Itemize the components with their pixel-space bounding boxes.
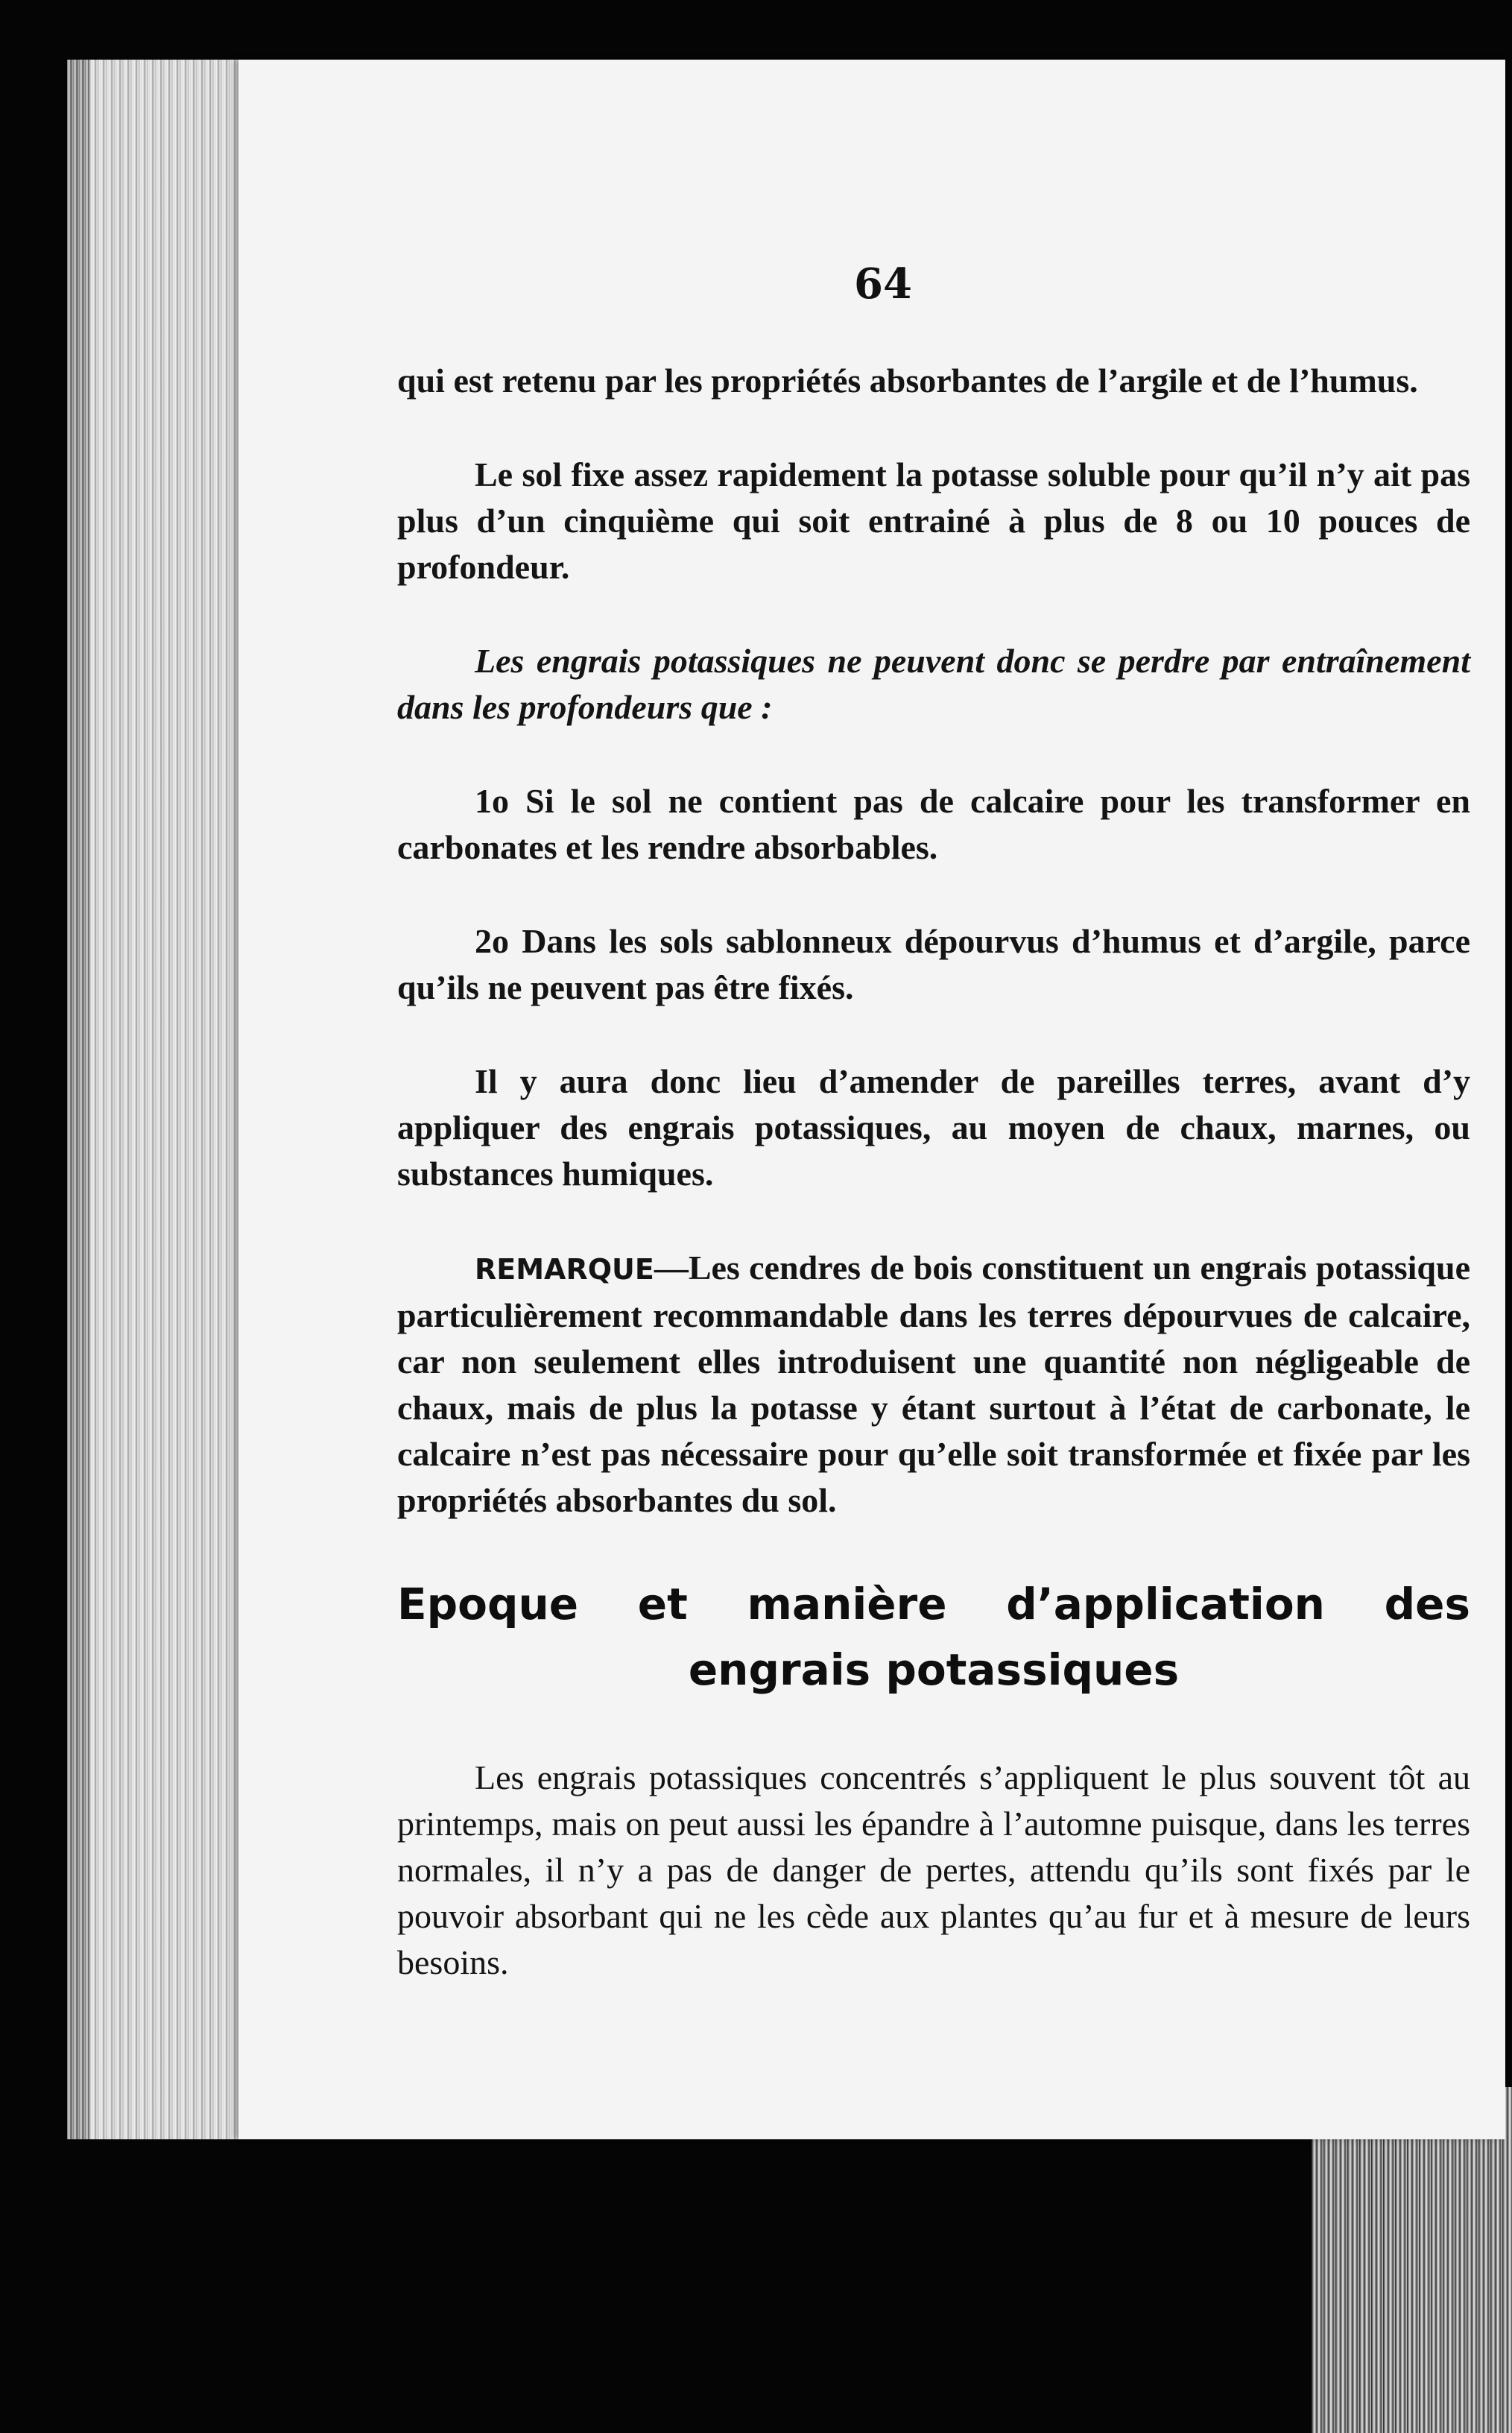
remark-text: —Les cendres de bois constituent un engrais potassique particulièrement recommandable dans les terres dépourvues de calcaire, car non seulement elles introduisent une quantité non négligeable de chaux, mais de plus la potasse y étant surtout à l’état de carbonate, le calcaire n’est pas nécessaire pour qu’elle soit transformée et fixée par les propriétés absorbantes du sol.: [397, 1249, 1470, 1519]
heading-word-2: et: [637, 1579, 688, 1629]
paragraph-amendment: Il y aura donc lieu d’amender de pareilles terres, avant d’y appliquer des engrais potassiques, au moyen de chaux, marnes, ou substances humiques.: [397, 1062, 1470, 1193]
paragraph-potash-fixation: Le sol fixe assez rapidement la potasse soluble pour qu’il n’y ait pas plus d’un cinquième qui soit entrainé à plus de 8 ou 10 pouces de profondeur.: [397, 455, 1470, 586]
paragraph-application-timing: Les engrais potassiques concentrés s’appliquent le plus souvent tôt au printemps, mais on peut aussi les épandre à l’automne puisque, dans les terres normales, il n’y a pas de danger de pertes, attendu qu’ils sont fixés par le pouvoir absorbant qui ne les cède aux plantes qu’au fur et à mesure de leurs besoins.: [397, 1758, 1470, 1981]
page-stack-shadow: [67, 60, 89, 2139]
remark-label: REMARQUE: [475, 1253, 654, 1286]
paragraph-condition-1: 1o Si le sol ne contient pas de calcaire pour les transformer en carbonates et les rendre absorbables.: [397, 782, 1470, 866]
section-heading: [397, 1571, 1470, 1703]
heading-word-4: d’application: [1006, 1579, 1325, 1629]
paragraph-leaching-conditions: Les engrais potassiques ne peuvent donc se perdre par entraînement dans les profondeurs que :: [397, 642, 1470, 726]
book-page: [238, 60, 1505, 2139]
page-stack-left-edge: [67, 60, 246, 2139]
paragraph-remark: [397, 1245, 1470, 1524]
paragraph-condition-2: 2o Dans les sols sablonneux dépourvus d’humus et d’argile, parce qu’ils ne peuvent pas être fixés.: [397, 922, 1470, 1006]
heading-line-2: engrais potassiques: [688, 1644, 1180, 1695]
page-number: 64: [854, 259, 912, 309]
heading-word-5: des: [1384, 1579, 1470, 1629]
heading-word-1: Epoque: [397, 1579, 579, 1629]
heading-word-3: manière: [747, 1579, 947, 1629]
page-body: [397, 358, 1470, 2033]
paragraph-continuation: qui est retenu par les propriétés absorbantes de l’argile et de l’humus.: [397, 362, 1418, 400]
